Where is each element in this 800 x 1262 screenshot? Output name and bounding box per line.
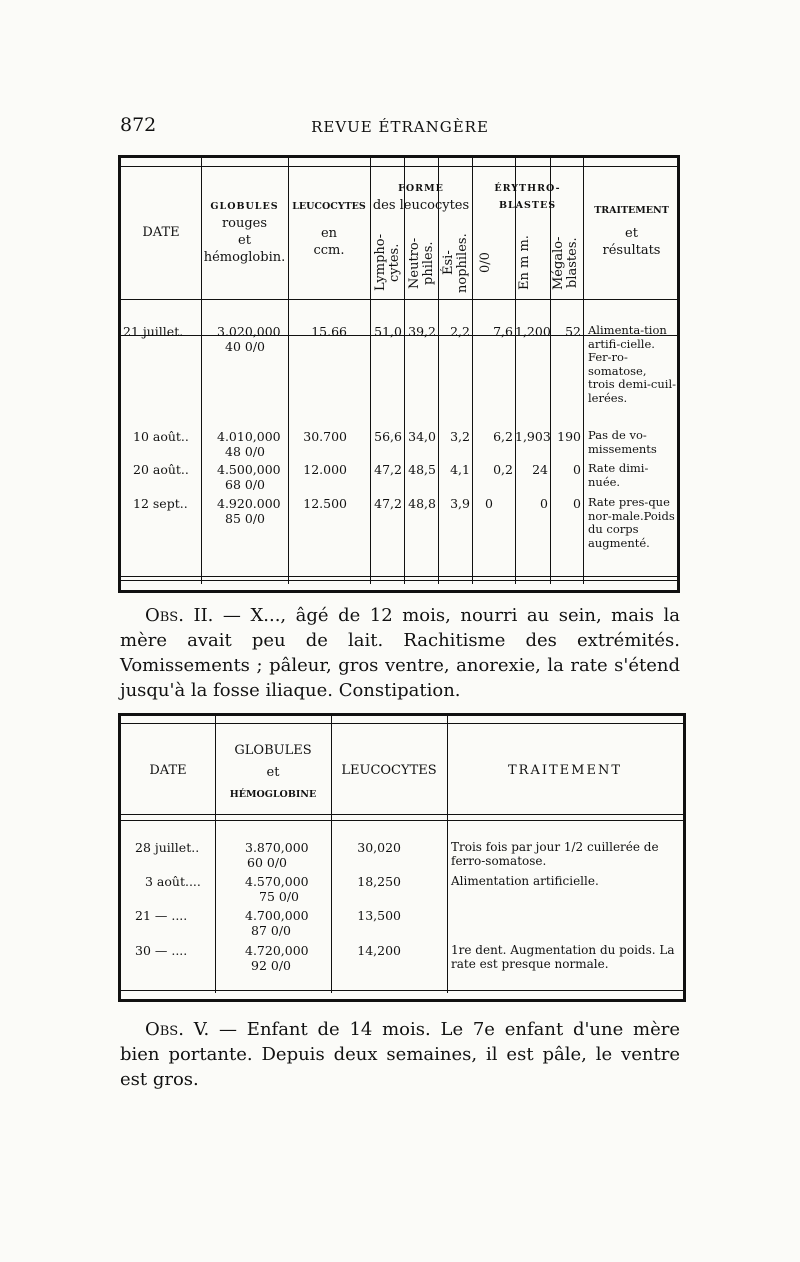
table-cell: 14,200 [357,943,401,958]
table-cell: 1,200 [515,324,551,339]
table-cell: Alimenta-tion artifi-cielle. Fer-ro-somatose, trois demi-cuil-lerées. [588,323,677,405]
table-cell: 3,9 [450,496,470,511]
table-cell: 30,020 [357,840,401,855]
table-cell: 3.020,000 [217,324,281,339]
col-eosinophiles-header: Ési-nophiles. [441,233,470,293]
table-cell: 56,6 [374,429,402,444]
table-cell: 190 [557,429,581,444]
table-cell: 87 0/0 [251,923,291,938]
table-cell: 68 0/0 [225,477,265,492]
table-cell: 47,2 [374,496,402,511]
table-cell: 30.700 [303,429,347,444]
blood-table-1 [118,155,680,593]
table-cell: 0 [540,496,548,511]
table-cell: 24 [532,462,548,477]
table-cell: 6,2 [493,429,513,444]
table-cell: 40 0/0 [225,339,265,354]
table-cell: Rate dimi-nuée. [588,461,649,489]
table-cell: 2,2 [450,324,470,339]
table-cell: 0 [573,496,581,511]
col-erythroblastes-header: ÉRYTHRO- BLASTES [494,183,561,211]
col-en-mm-header: En m m. [517,235,532,291]
table-cell: 28 juillet.. [135,840,200,855]
table-cell: 12.500 [303,496,347,511]
table-cell: Alimentation artificielle. [451,874,599,888]
table-cell: 60 0/0 [247,855,287,870]
table-cell: Trois fois par jour 1/2 cuillerée de ferro-somatose. [451,840,659,868]
table-cell: 4.570,000 [245,874,309,889]
col-megaloblastes-header: Mégalo-blastes. [551,236,580,290]
col-leucocytes-header: LEUCOCYTES en ccm. [292,201,366,258]
col-pct-header: 0/0 [478,252,493,274]
table-cell: Rate pres-que nor-male.Poids du corps augmenté. [588,495,675,550]
table-cell: 21 juillet. [123,324,184,339]
table-cell: 18,250 [357,874,401,889]
col-neutrophiles-header: Neutro-philes. [407,237,436,289]
table-cell: 3,2 [450,429,470,444]
table-cell: 4.010,000 [217,429,281,444]
table-cell: 3.870,000 [245,840,309,855]
table-cell: 4.500,000 [217,462,281,477]
table-cell: 4.700,000 [245,908,309,923]
table-cell: 0 [573,462,581,477]
obs-5-paragraph [120,1017,680,1092]
table-cell: 1,903 [515,429,551,444]
table-cell: 47,2 [374,462,402,477]
table-cell: 12 sept.. [133,496,188,511]
table-cell: 15.66 [311,324,347,339]
col-leucocytes-header: LEUCOCYTES [341,763,437,778]
col-date-header: DATE [142,225,180,240]
table-cell: 75 0/0 [259,889,299,904]
table-cell: 21 — .... [135,908,188,923]
table-cell: 0 [485,496,493,511]
table-cell: 13,500 [357,908,401,923]
col-lymphocytes-header: Lympho-cytes. [373,234,402,292]
table-cell: 30 — .... [135,943,188,958]
col-traitement-header: TRAITEMENT [508,763,622,778]
table-cell: 34,0 [408,429,436,444]
table-cell: 1re dent. Augmentation du poids. La rate est presque normale. [451,943,675,971]
col-forme-header: FORME des leucocytes [372,183,470,213]
table-cell: 4,1 [450,462,470,477]
table-cell: 51,0 [374,324,402,339]
table-cell: 4.920.000 [217,496,281,511]
page-number: 872 [120,114,157,136]
obs-2-paragraph [120,603,680,703]
col-globules-header: GLOBULES rouges et hémoglobin. [203,201,286,265]
obs-5-label: Obs. V. [145,1019,210,1040]
obs-2-text: — X..., âgé de 12 mois, nourri au sein, mais la mère avait peu de lait. Rachitisme des extrémités. Vomissements ; pâleur, gros ventre, anorexie, la rate s'étend jusqu'à la fosse iliaque. Constipation. [120,605,680,701]
table-cell: 48,5 [408,462,436,477]
col-globules-header: GLOBULES et HÉMOGLOBINE [229,743,317,800]
table-cell: 48,8 [408,496,436,511]
table-cell: Pas de vo-missements [588,428,657,456]
table-cell: 4.720,000 [245,943,309,958]
running-head: REVUE ÉTRANGÈRE [311,118,489,136]
col-date-header: DATE [149,763,187,778]
table-cell: 12.000 [303,462,347,477]
obs-5-text: — Enfant de 14 mois. Le 7e enfant d'une mère bien portante. Depuis deux semaines, il est pâle, le ventre est gros. [120,1019,680,1090]
table-cell: 92 0/0 [251,958,291,973]
col-traitement-header: TRAITEMENT et résultats [594,205,669,258]
table-cell: 85 0/0 [225,511,265,526]
obs-2-label: Obs. II. [145,605,214,626]
table-cell: 52 [565,324,581,339]
table-cell: 7,6 [493,324,513,339]
table-cell: 20 août.. [133,462,189,477]
blood-table-2 [118,713,686,1002]
table-cell: 10 août.. [133,429,189,444]
table-cell: 0,2 [493,462,513,477]
table-cell: 3 août.... [145,874,201,889]
table-cell: 48 0/0 [225,444,265,459]
table-cell: 39,2 [408,324,436,339]
